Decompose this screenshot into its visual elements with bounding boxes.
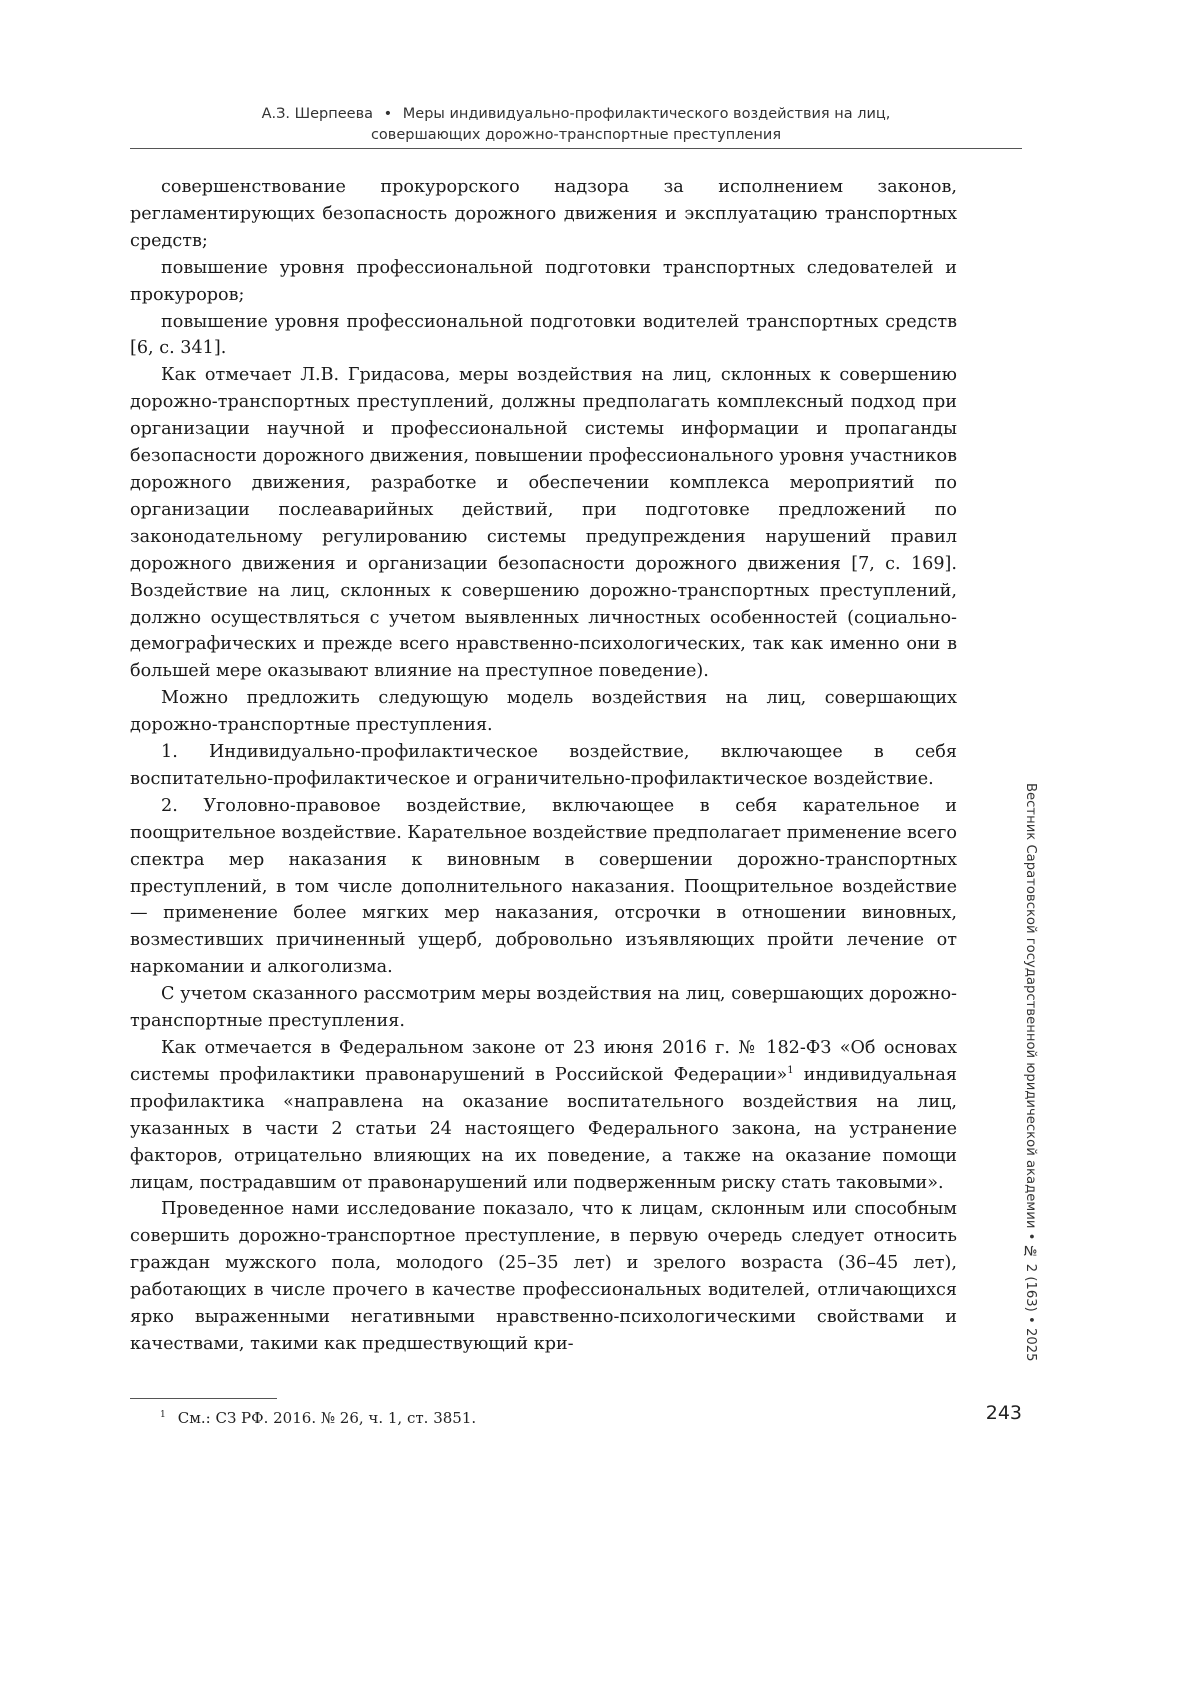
footnote-ref[interactable]: 1 xyxy=(787,1065,794,1077)
article-body xyxy=(130,174,957,1358)
header-title-1: Меры индивидуально-профилактического воздействия на лиц, xyxy=(402,106,891,122)
page-number: 243 xyxy=(985,1402,1022,1424)
law-text-before: Как отмечается в Федеральном законе от 23 июня 2016 г. № 182-ФЗ «Об основах системы профилактики правонарушений в Российской Федерации» xyxy=(130,1038,957,1085)
law-text-after: индивидуальная профилактика «направлена на оказание воспитательного воздействия на лиц, указанных в части 2 статьи 24 настоящего Федерального закона, на устранение факторов, отрицательно влияющих на их поведение, а также на оказание помощи лицам, пострадавшим от правонарушений или подверженным риску стать таковыми». xyxy=(130,1064,957,1193)
footnote-text: См.: СЗ РФ. 2016. № 26, ч. 1, ст. 3851. xyxy=(177,1409,477,1427)
paragraph: повышение уровня профессиональной подготовки транспортных следователей и прокуроров; xyxy=(130,257,957,305)
header-line-1 xyxy=(130,104,1022,125)
header-rule xyxy=(130,148,1022,149)
running-header xyxy=(130,104,1022,146)
paragraph: повышение уровня профессиональной подготовки водителей транспортных средств [6, с. 341]. xyxy=(130,311,957,359)
journal-side-title: Вестник Саратовской государственной юридической академии • № 2 (163) • 2025 xyxy=(1023,783,1038,1362)
paragraph: 2. Уголовно-правовое воздействие, включающее в себя карательное и поощрительное воздействие. Карательное воздействие предполагает применение всего спектра мер наказания к виновным в совершении дорожно-транспортных преступлений, в том числе дополнительного наказания. Поощрительное воздействие — применение более мягких мер наказания, отсрочки в отношении виновных, возместивших причиненный ущерб, добровольно изъявляющих пройти лечение от наркомании и алкоголизма. xyxy=(130,795,957,978)
paragraph: Как отмечает Л.В. Гридасова, меры воздействия на лиц, склонных к совершению дорожно-транспортных преступлений, должны предполагать комплексный подход при организации научной и профессиональной системы информации и пропаганды безопасности дорожного движения, повышении профессионального уровня участников дорожного движения, разработке и обеспечении комплекса мероприятий по организации послеаварийных действий, при подготовке предложений по законодательному регулированию системы предупреждения нарушений правил дорожного движения и организации безопасности дорожного движения [7, с. 169]. Воздействие на лиц, склонных к совершению дорожно-транспортных преступлений, должно осуществляться с учетом выявленных личностных особенностей (социально-демографических и прежде всего нравственно-психологических, так как именно они в большей мере оказывают влияние на преступное поведение). xyxy=(130,365,957,682)
header-bullet: • xyxy=(383,106,393,122)
paragraph-law xyxy=(130,1035,957,1196)
footnote-mark: 1 xyxy=(160,1410,166,1420)
paragraph: совершенствование прокурорского надзора за исполнением законов, регламентирующих безопасность дорожного движения и эксплуатацию транспортных средств; xyxy=(130,177,957,251)
header-author: А.З. Шерпеева xyxy=(261,106,374,122)
footnote-rule xyxy=(130,1398,277,1399)
paragraph: Можно предложить следующую модель воздействия на лиц, совершающих дорожно-транспортные преступления. xyxy=(130,688,957,736)
header-title-2: совершающих дорожно-транспортные преступления xyxy=(370,127,782,143)
footnote xyxy=(160,1408,476,1428)
paragraph: С учетом сказанного рассмотрим меры воздействия на лиц, совершающих дорожно-транспортные преступления. xyxy=(130,984,957,1032)
paragraph: 1. Индивидуально-профилактическое воздействие, включающее в себя воспитательно-профилактическое и ограничительно-профилактическое воздействие. xyxy=(130,742,957,789)
paragraph: Проведенное нами исследование показало, что к лицам, склонным или способным совершить дорожно-транспортное преступление, в первую очередь следует относить граждан мужского пола, молодого (25–35 лет) и зрелого возраста (36–45 лет), работающих в числе прочего в качестве профессиональных водителей, отличающихся ярко выраженными негативными нравственно-психологическими свойствами и качествами, такими как предшествующий кри- xyxy=(130,1199,957,1354)
